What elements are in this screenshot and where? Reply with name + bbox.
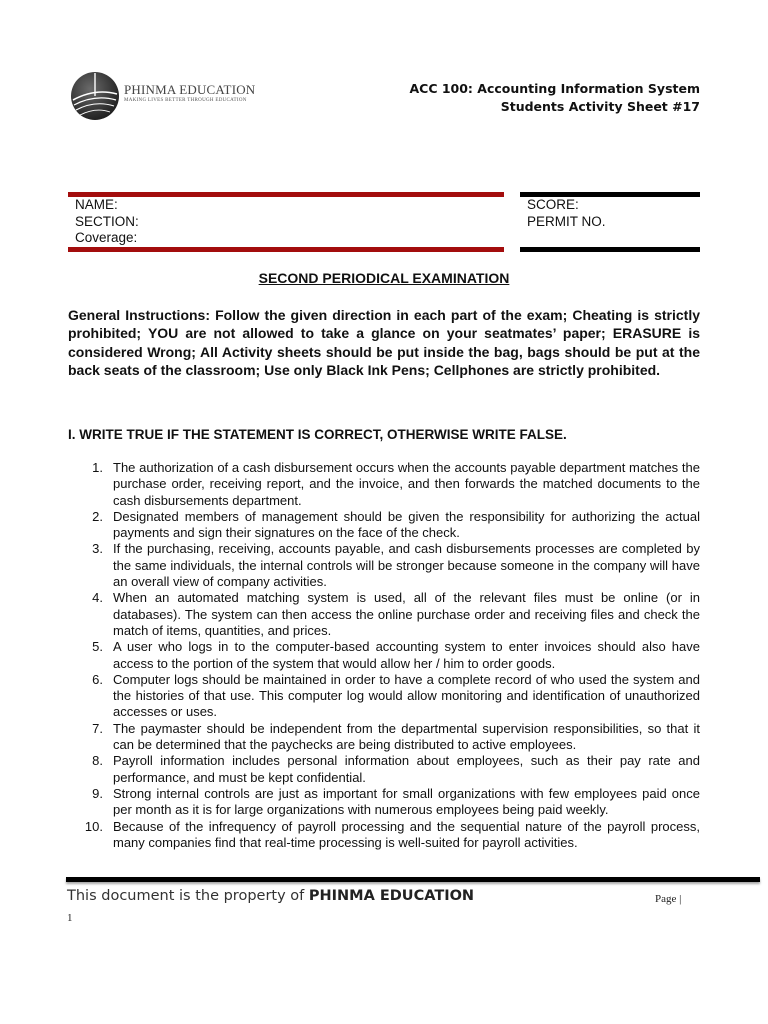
student-info-fields (75, 197, 139, 247)
question-text: Designated members of management should be given the responsibility for authorizing the actual payments and sign their signatures on the face of the check. (113, 508, 700, 541)
coverage-label: Coverage: (75, 230, 138, 245)
question-number: 2. (92, 508, 103, 524)
general-instructions: General Instructions: Follow the given direction in each part of the exam; Cheating is strictly prohibited; YOU are not allowed to take a glance on your seatmates’ paper; ERASURE is considered Wrong; All Activity sheets should be put inside the bag, bags should be put at the back seats of the classroom; Use only Black Ink Pens; Cellphones are strictly prohibited. (68, 307, 700, 378)
question-number: 3. (92, 541, 103, 557)
question-number: 10. (84, 818, 103, 834)
logo-tagline: MAKING LIVES BETTER THROUGH EDUCATION (124, 98, 247, 103)
score-label: SCORE: (527, 197, 579, 212)
section-label: SECTION: (75, 213, 139, 229)
question-text: Computer logs should be maintained in order to have a complete record of who used the system and the histories of that use. This computer log would allow monitoring and identification of unauthorized accesses or uses. (113, 671, 700, 720)
question-number-cell (75, 721, 113, 754)
question-number-cell (75, 460, 113, 509)
question-item (75, 753, 700, 786)
question-number: 9. (92, 785, 103, 801)
question-number: 8. (92, 753, 103, 769)
question-number-cell (75, 639, 113, 672)
question-text: When an automated matching system is used, all of the relevant files must be online (or in databases). The system can then access the online purchase order and receiving files and check the match of items, quantities, and prices. (113, 590, 700, 638)
question-number: 5. (92, 639, 103, 655)
phinma-logo (70, 70, 256, 124)
score-info-fields (527, 197, 606, 230)
question-number-cell (75, 819, 113, 852)
info-bottom-rule-right (520, 247, 700, 252)
course-title: ACC 100: Accounting Information System (409, 81, 700, 96)
question-item (75, 460, 700, 509)
globe-logo-icon (70, 70, 120, 122)
page-label: Page | (655, 893, 682, 905)
question-number-cell (75, 509, 113, 542)
question-list (75, 460, 700, 851)
question-number-cell (75, 541, 113, 590)
page-number: 1 (67, 912, 73, 924)
question-number-cell (75, 786, 113, 819)
question-item (75, 509, 700, 542)
section-heading: I. WRITE TRUE IF THE STATEMENT IS CORRECT, OTHERWISE WRITE FALSE. (68, 427, 567, 442)
exam-title: SECOND PERIODICAL EXAMINATION (258, 270, 510, 286)
question-number: 6. (92, 671, 103, 687)
question-text: The authorization of a cash disbursement occurs when the accounts payable department matches the purchase order, receiving report, and the invoice, and then forwards the matched documents to the cash disbursements department. (113, 460, 700, 508)
question-text: Strong internal controls are just as important for small organizations with few employees paid once per month as it is for large organizations with numerous employees being paid weekly. (113, 785, 700, 818)
question-number-cell (75, 590, 113, 639)
question-text: The paymaster should be independent from the departmental supervision responsibilities, so that it can be determined that the paychecks are being distributed to active employees. (113, 720, 700, 753)
permit-label: PERMIT NO. (527, 213, 606, 229)
question-text: Because of the infrequency of payroll processing and the sequential nature of the payroll process, many companies find that real-time processing is well-suited for payroll activities. (113, 818, 700, 850)
logo-name: PHINMA EDUCATION (124, 82, 256, 97)
footer-prefix: This document is the property of (67, 888, 309, 904)
question-number-cell (75, 672, 113, 721)
footer-rule (66, 877, 760, 882)
footer-owner: PHINMA EDUCATION (308, 888, 475, 904)
question-number-cell (75, 753, 113, 786)
question-item (75, 786, 700, 819)
question-text: Payroll information includes personal information about employees, such as their pay rate and performance, and must be kept confidential. (113, 753, 700, 785)
question-item (75, 590, 700, 639)
activity-sheet-title: Students Activity Sheet #17 (500, 99, 700, 114)
question-item (75, 541, 700, 590)
question-text: A user who logs in to the computer-based accounting system to enter invoices should also have access to the portion of the system that would allow her / him to order goods. (113, 639, 700, 671)
question-number: 1. (92, 460, 103, 475)
course-header (409, 80, 700, 116)
question-item (75, 672, 700, 721)
footer-property-text (67, 888, 474, 904)
question-item (75, 721, 700, 754)
question-number: 7. (92, 720, 103, 736)
question-number: 4. (92, 590, 103, 606)
question-text: If the purchasing, receiving, accounts payable, and cash disbursements processes are completed by the same individuals, the internal controls will be stronger because someone in the company will have an overall view of company activities. (113, 541, 700, 590)
question-item (75, 639, 700, 672)
info-bottom-rule-left (68, 247, 504, 252)
question-item (75, 819, 700, 852)
name-label: NAME: (75, 197, 118, 212)
